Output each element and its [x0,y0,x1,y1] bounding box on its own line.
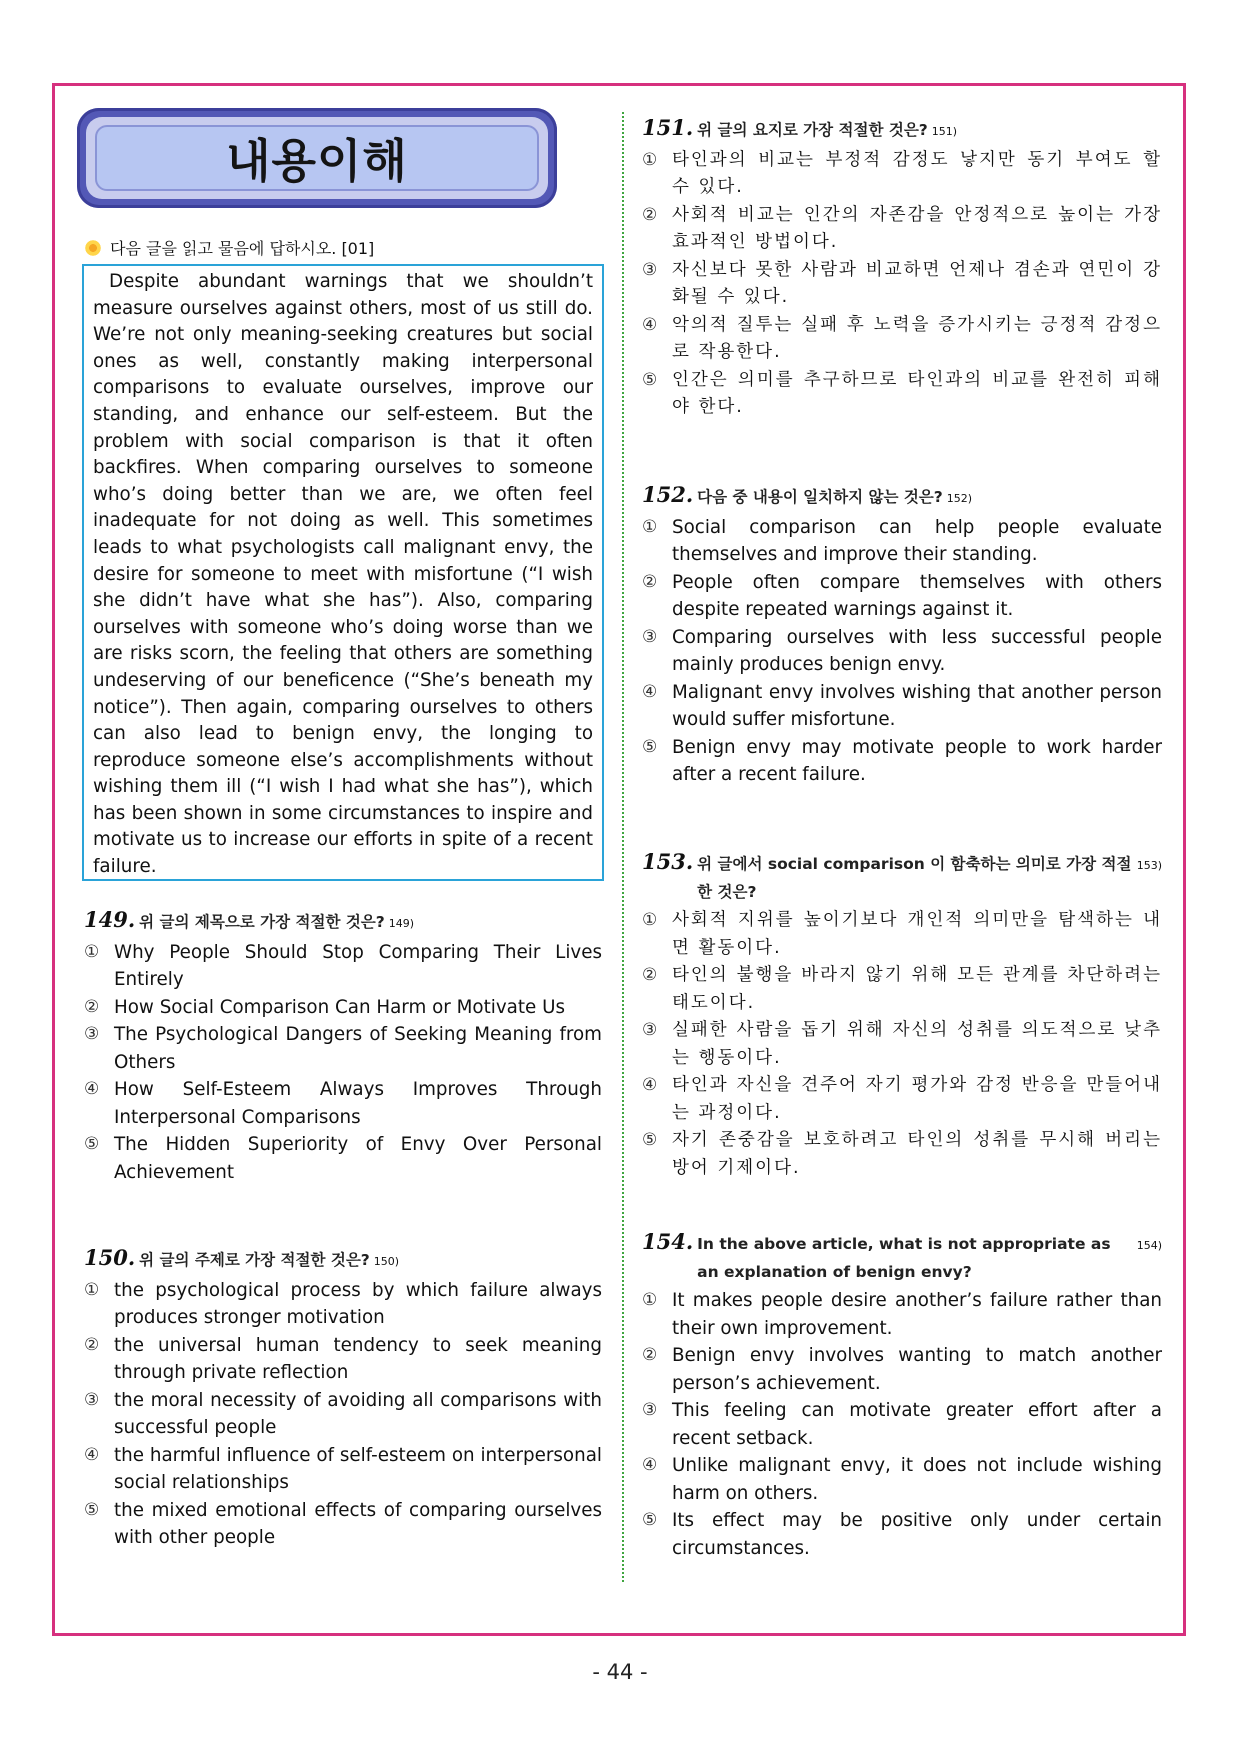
footnote-ref: 154) [1136,1239,1162,1252]
passage-text: Despite abundant warnings that we shouldn’t measure ourselves against others, most of us still do. We’re not only meaning-seeking creatures but social ones as well, constantly making interpersonal comparisons to evaluate ourselves, improve our standing, and enhance our self-esteem. But the problem with social comparison is that it often backfires. When comparing ourselves to someone who’s doing better than we are, we often feel inadequate for not doing as well. This sometimes leads to what psychologists call malignant envy, the desire for someone to meet with misfortune (“I wish she didn’t have what she has”). Also, comparing ourselves with someone who’s doing worse than we are risks scorn, the feeling that others are something undeserving of our beneficence (“She’s beneath my notice”). Then again, comparing ourselves to others can also lead to benign envy, the longing to reproduce someone else’s accomplishments without wishing them ill (“I wish I had what she has”), which has been shown in some circumstances to inspire and motivate us to increase our efforts in spite of a recent failure. [93,271,593,878]
question-150 [84,1244,602,1552]
flower-icon [84,239,102,257]
question-prompt: 다음 중 내용이 일치하지 않는 것은? [697,488,943,506]
question-prompt: 위 글의 제목으로 가장 적절한 것은? [139,913,385,931]
option[interactable]: ④ the harmful influence of self-esteem on interpersonal social relationships [84,1444,602,1493]
option[interactable]: ③ This feeling can motivate greater effort after a recent setback. [642,1400,1162,1449]
footnote-ref: 153) [1136,859,1162,872]
question-prompt: 위 글의 요지로 가장 적절한 것은? [697,121,928,139]
option[interactable]: ② How Social Comparison Can Harm or Motivate Us [84,996,565,1018]
instruction [84,236,374,259]
question-149 [84,906,602,1186]
option[interactable]: ② Benign envy involves wanting to match another person’s achievement. [642,1345,1162,1394]
option[interactable]: ② People often compare themselves with others despite repeated warnings against it. [642,571,1162,620]
footnote-ref: 150) [373,1255,400,1268]
option[interactable]: ② 사회적 비교는 인간의 자존감을 안정적으로 높이는 가장 효과적인 방법이다. [642,204,1162,252]
option[interactable]: ① It makes people desire another’s failure rather than their own improvement. [642,1290,1162,1339]
option[interactable]: ⑤ The Hidden Superiority of Envy Over Personal Achievement [84,1134,602,1183]
footnote-ref: 152) [946,492,973,505]
question-prompt: 위 글의 주제로 가장 적절한 것은? [139,1251,370,1269]
option[interactable]: ② the universal human tendency to seek meaning through private reflection [84,1334,602,1383]
option[interactable]: ⑤ 자기 존중감을 보호하려고 타인의 성취를 무시해 버리는 방어 기제이다. [642,1130,1162,1178]
option[interactable]: ④ Malignant envy involves wishing that another person would suffer misfortune. [642,681,1162,730]
section-banner [77,108,557,208]
reading-passage [82,264,604,881]
option[interactable]: ④ How Self-Esteem Always Improves Through Interpersonal Comparisons [84,1079,602,1128]
page-number: - 44 - [592,1660,648,1684]
option[interactable]: ① the psychological process by which failure always produces stronger motivation [84,1279,602,1328]
option[interactable]: ⑤ 인간은 의미를 추구하므로 타인과의 비교를 완전히 피해야 한다. [642,369,1162,417]
question-prompt: In the above article, what is not appropriate as an explanation of benign envy? [697,1235,1111,1281]
instruction-text: 다음 글을 읽고 물음에 답하시오. [01] [110,239,375,258]
footnote-ref: 151) [931,125,958,138]
question-number: 152. [642,482,694,507]
option[interactable]: ⑤ the mixed emotional effects of comparing ourselves with other people [84,1499,602,1548]
option[interactable]: ④ 악의적 질투는 실패 후 노력을 증가시키는 긍정적 감정으로 작용한다. [642,314,1162,362]
option[interactable]: ③ 실패한 사람을 돕기 위해 자신의 성취를 의도적으로 낮추는 행동이다. [642,1020,1162,1068]
option[interactable]: ① Social comparison can help people evaluate themselves and improve their standing. [642,516,1162,565]
option[interactable]: ③ Comparing ourselves with less successful people mainly produces benign envy. [642,626,1162,675]
option[interactable]: ③ The Psychological Dangers of Seeking Meaning from Others [84,1024,602,1073]
option[interactable]: ① 타인과의 비교는 부정적 감정도 낳지만 동기 부여도 할 수 있다. [642,149,1162,197]
option[interactable]: ⑤ Its effect may be positive only under certain circumstances. [642,1510,1162,1559]
question-number: 154. [642,1229,694,1254]
option[interactable]: ④ 타인과 자신을 견주어 자기 평가와 감정 반응을 만들어내는 과정이다. [642,1075,1162,1123]
question-number: 151. [642,115,694,140]
question-number: 149. [84,907,136,932]
question-prompt: 위 글에서 social comparison 이 함축하는 의미로 가장 적절한 것은? [697,855,1132,901]
option[interactable]: ③ the moral necessity of avoiding all comparisons with successful people [84,1389,602,1438]
option[interactable]: ⑤ Benign envy may motivate people to work harder after a recent failure. [642,736,1162,785]
option[interactable]: ④ Unlike malignant envy, it does not include wishing harm on others. [642,1455,1162,1504]
option[interactable]: ③ 자신보다 못한 사람과 비교하면 언제나 겸손과 연민이 강화될 수 있다. [642,259,1162,307]
question-154 [642,1228,1162,1562]
question-number: 150. [84,1245,136,1270]
option[interactable]: ② 타인의 불행을 바라지 않기 위해 모든 관계를 차단하려는 태도이다. [642,965,1162,1013]
question-153 [642,848,1162,1182]
option[interactable]: ① 사회적 지위를 높이기보다 개인적 의미만을 탐색하는 내면 활동이다. [642,910,1162,958]
question-151 [642,114,1162,422]
column-divider [622,112,624,1582]
question-152 [642,481,1162,789]
section-title: 내용이해 [226,134,408,188]
option[interactable]: ① Why People Should Stop Comparing Their Lives Entirely [84,941,602,990]
footnote-ref: 149) [388,917,415,930]
question-number: 153. [642,849,694,874]
